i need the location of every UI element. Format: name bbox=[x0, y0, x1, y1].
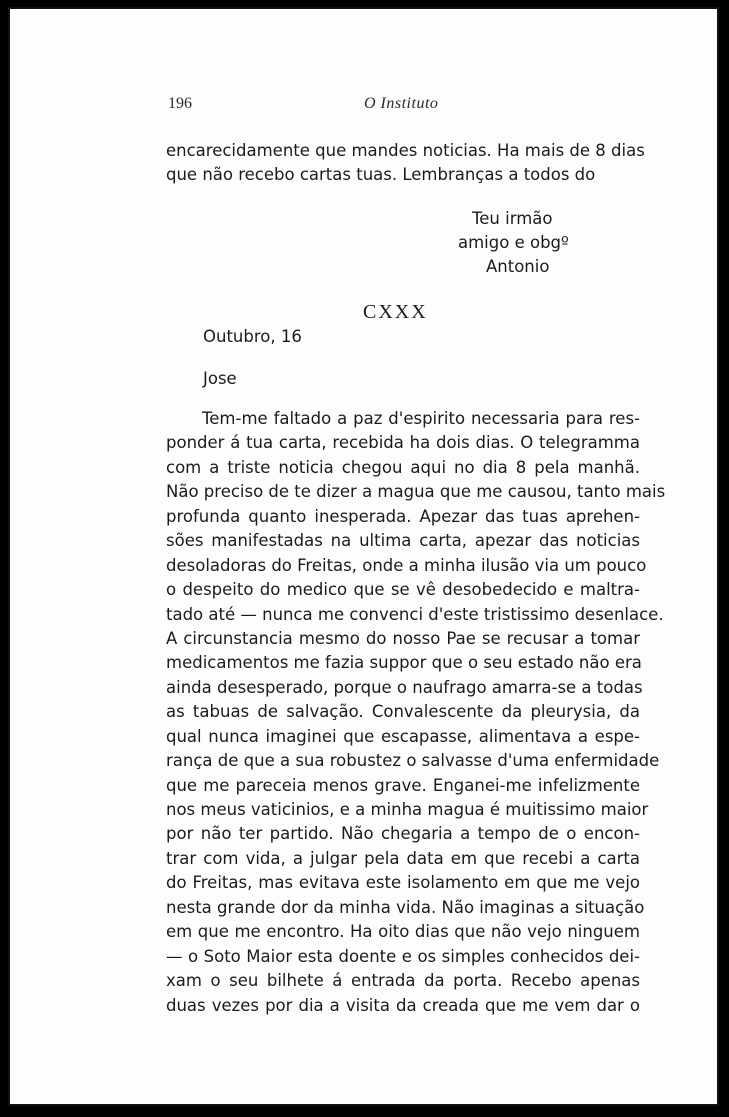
signature-line: Teu irmão bbox=[472, 209, 553, 228]
text-line: do Freitas, mas evitava este isolamento em que me vejo bbox=[166, 873, 640, 893]
running-head bbox=[168, 95, 638, 117]
signature-name: Antonio bbox=[486, 257, 550, 276]
text-line: Tem-me faltado a paz d'espirito necessaria para res- bbox=[202, 409, 640, 428]
text-line: trar com vida, a julgar pela data em que recebi a carta bbox=[166, 848, 640, 868]
text-line: sões manifestadas na ultima carta, apezar das noticias bbox=[166, 531, 640, 551]
signature-line: amigo e obgº bbox=[458, 233, 569, 252]
text-line: medicamentos me fazia suppor que o seu estado não era bbox=[166, 653, 642, 673]
text-line: nos meus vaticinios, e a minha magua é muitissimo maior bbox=[166, 800, 649, 819]
salutation: Jose bbox=[203, 369, 237, 388]
letter-number: CXXX bbox=[363, 301, 428, 323]
text-line: que não recebo cartas tuas. Lembranças a todos do bbox=[166, 165, 596, 185]
text-line: o despeito do medico que se vê desobedecido e maltra- bbox=[166, 580, 640, 600]
text-line: as tabuas de salvação. Convalescente da pleurysia, da bbox=[166, 702, 640, 722]
text-line: Não preciso de te dizer a magua que me causou, tanto mais bbox=[166, 482, 666, 502]
text-line: — o Soto Maior esta doente e os simples conhecidos dei- bbox=[166, 946, 640, 966]
text-line: com a triste noticia chegou aqui no dia 8 pela manhã. bbox=[166, 457, 640, 477]
text-line: A circunstancia mesmo do nosso Pae se recusar a tomar bbox=[166, 628, 640, 648]
text-line: xam o seu bilhete á entrada da porta. Recebo apenas bbox=[166, 971, 640, 991]
running-title: O Instituto bbox=[364, 95, 439, 112]
text-line: desoladoras do Freitas, onde a minha ilusão via um pouco bbox=[166, 555, 647, 575]
text-line: profunda quanto inesperada. Apezar das tuas aprehen- bbox=[166, 506, 640, 526]
previous-letter-ending bbox=[166, 139, 645, 188]
text-line: ponder á tua carta, recebida ha dois dias. O telegramma bbox=[166, 433, 640, 453]
text-line: ainda desesperado, porque o naufrago amarra-se a todas bbox=[166, 677, 643, 697]
text-line: qual nunca imaginei que escapasse, alimentava a espe- bbox=[166, 726, 640, 746]
text-line: que me pareceia menos grave. Enganei-me infelizmente bbox=[166, 775, 640, 795]
text-line: por não ter partido. Não chegaria a tempo de o encon- bbox=[166, 824, 640, 844]
text-line: rança de que a sua robustez o salvasse d'uma enfermidade bbox=[166, 751, 660, 771]
text-line: tado até — nunca me convenci d'este tristissimo desenlace. bbox=[166, 604, 664, 624]
signature-block bbox=[458, 207, 569, 279]
page-number: 196 bbox=[168, 95, 192, 112]
text-line: duas vezes por dia a visita da creada que me vem dar o bbox=[166, 995, 640, 1015]
text-line: encarecidamente que mandes noticias. Ha mais de 8 dias bbox=[166, 141, 645, 160]
text-line: nesta grande dor da minha vida. Não imaginas a situação bbox=[166, 897, 645, 917]
letter-date: Outubro, 16 bbox=[203, 327, 302, 346]
letter-body bbox=[166, 407, 666, 1018]
text-line: em que me encontro. Ha oito dias que não vejo ninguem bbox=[166, 922, 640, 942]
book-page bbox=[8, 7, 719, 1106]
